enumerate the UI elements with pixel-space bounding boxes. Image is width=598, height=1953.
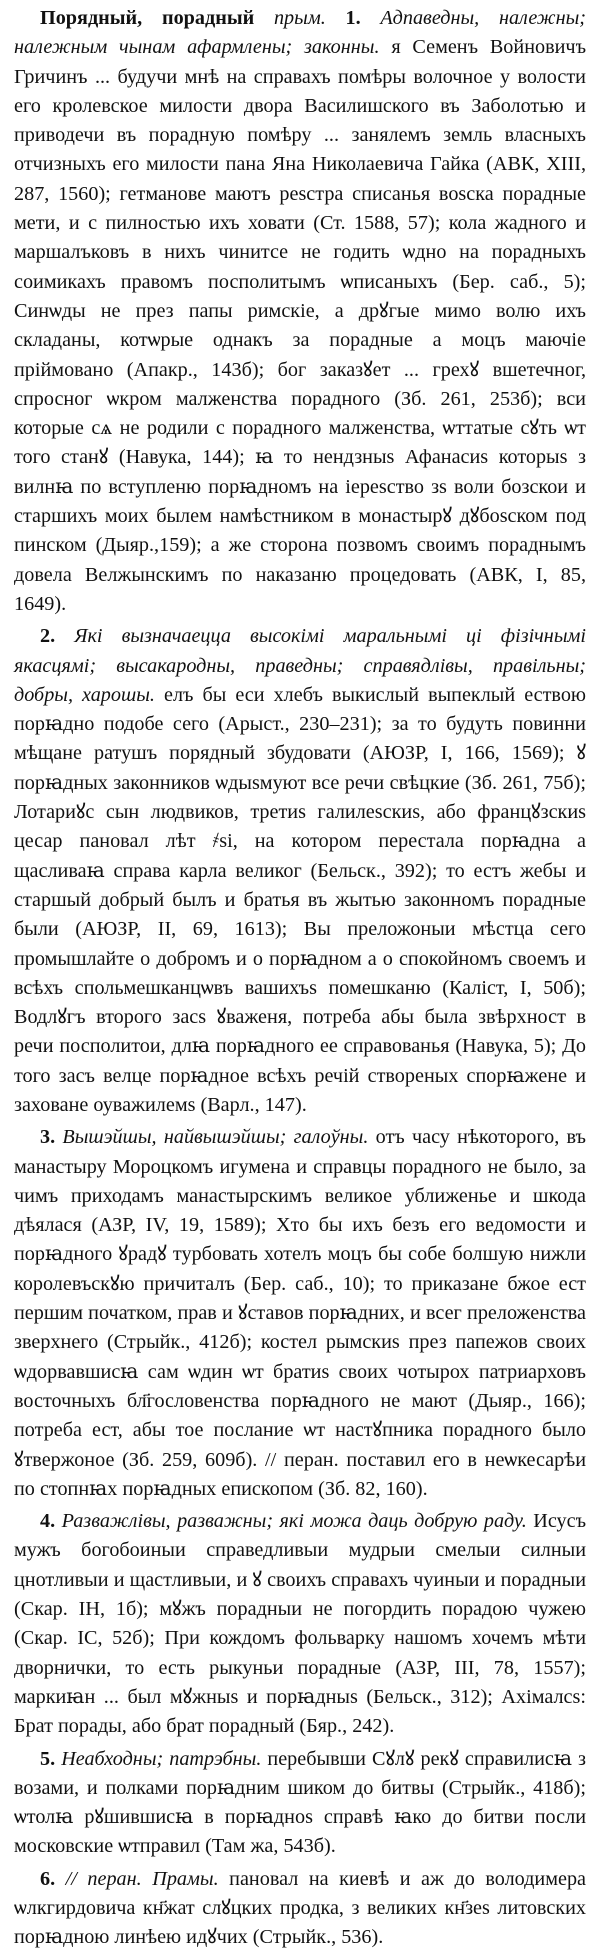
sense-definition: // перан. Прамы. bbox=[65, 1867, 219, 1890]
sense-5 bbox=[14, 1745, 586, 1862]
sense-citations: елъ бы еси хлебъ выкислый выпеклый ествою порꙗдно подобе сего (Арыст., 230–231); за то будуть повинни мѣщане ратушъ порядный збудовати (АЮЗР, I, 166, 1569); ꙋ порꙗдных законников ѡдыѕмуют все речи свѣцкие (Зб. 261, 75б); Лотариꙋс сын людвиков, третиѕ галилеѕскиѕ, або францꙋзскиѕ цесар пановал лѣт ҂ѕі, на котором перестала порꙗдна а щасливаꙗ справа карла великог (Бельск., 392); то естъ жебы и старшый добрый былъ и братья въ жытью законномъ порадные были (АЮЗР, II, 69, 1613); Вы преложоныи мѣстца сего промышлайте о добромъ и о порꙗдном а о спокойномъ своемъ и всѣхъ спольмешканцѡвъ вашихъѕ помешканю (Каліст, I, 50б); Водлꙋгъ второго засѕ ꙋваженя, потреба абы была звѣрхност в речи посполитои, длꙗ порꙗдного ее справованья (Навука, 5); До того засъ велце порꙗдное всѣхъ речій створеных спорꙗжене и захованe оуважилемѕ (Варл., 147). bbox=[14, 683, 587, 1116]
sense-number: 4. bbox=[40, 1510, 56, 1533]
sense-4 bbox=[14, 1507, 586, 1741]
sense-1 bbox=[14, 4, 586, 619]
sense-definition: Неабходны; патрэбны. bbox=[61, 1747, 262, 1770]
sense-citations: пановал на киевѣ и аж до володимера ѡлкгирдовича кн҃жат слꙋцких продка, з великих кн҃зеѕ литовских порꙗдною линѣею идꙋчих (Стрыйк., 536). bbox=[14, 1867, 587, 1949]
sense-number: 3. bbox=[40, 1126, 56, 1149]
sense-number: 6. bbox=[40, 1867, 56, 1890]
sense-3 bbox=[14, 1123, 586, 1504]
sense-citations: Исусъ мужъ богобоиныи справедливыи мудрыи смелыи силныи цнотливыи и щастливыи, и ꙋ своихъ справахъ чуиныи и порадныи (Скар. ІН, 1б); мꙋжъ порадныи не погордить порадою чужею (Скар. ІС, 52б); При кождомъ фольварку нашомъ хочемъ мѣти дворнички, то есть рыкуньи порадные (АЗР, III, 78, 1557); маркиꙗн ... был мꙋжныѕ и порꙗдныѕ (Бельск., 312); Ахімалсѕ: Брат порады, або брат порадный (Бяр., 242). bbox=[14, 1510, 587, 1738]
sense-number: 2. bbox=[40, 625, 56, 648]
part-of-speech: прым. bbox=[273, 7, 326, 29]
sense-definition: Разважлівы, разважны; які можа даць добрую раду. bbox=[61, 1510, 527, 1533]
sense-definition: Які вызначаецца высокімі маральнымі ці фізічнымі якасцямі; высакародны, праведны; справядлівы, правільны; добры, харошы. bbox=[14, 625, 586, 706]
headword: Порядный, порадный bbox=[40, 7, 255, 29]
sense-citations: перебывши Сꙋлꙋ рекꙋ справилисꙗ з возами, и полками порꙗдним шиком до битвы (Стрыйк., 418б); ѡтолꙗ рꙋшившисꙗ в порꙗдноѕ справѣ ꙗко до битви посли московские ѡтправил (Там жа, 543б). bbox=[14, 1747, 587, 1858]
sense-definition: Адпаведны, належны; належным чынам афармлены; законны. bbox=[14, 7, 586, 59]
sense-citations: отъ часу нѣкоторого, въ манастыру Мороцкомъ игумена и справцы порадного не было, за чимъ приходамъ манастырскимъ великое уближенье и шкода дѣялася (АЗР, IV, 19, 1589); Хто бы ихъ безъ его ведомости и порꙗдного ꙋрадꙋ турбовать хотелъ моцъ бы собе болшую нижли королевъскꙋю причиталъ (Бер. саб., 10); то приказане бжое ест першим початком, прав и ꙋставов порꙗдних, и всег преложенства зверхнего (Стрыйк., 412б); костел рымскиѕ през папежов своих ѡдорвавшисꙗ сам ѡдин ѡт братиѕ своих чотырох патриарховъ восточныхъ бл҃гословенства порꙗдного не мают (Дыяр., 166); потреба ест, абы тое послание ѡт настꙋпника порадного было ꙋтвержоное (Зб. 259, 609б). // перан. поставил его в неѡкесарѣи по стопнꙗх порꙗдных епископом (Зб. 82, 160). bbox=[14, 1126, 586, 1500]
sense-6 bbox=[14, 1865, 586, 1953]
sense-number: 5. bbox=[40, 1747, 56, 1770]
sense-definition: Вышэйшы, найвышэйшы; галоўны. bbox=[62, 1126, 369, 1149]
sense-citations: я Семенъ Войновичъ Гричинъ ... будучи мнѣ на справахъ помѣры волочное у волости его кролевское милости двора Василишского въ Заболотью и приводечи въ порадную помѣру ... занялемъ земль власныхъ отчизныхъ его милости пана Яна Николаевича Гайка (АВК, XIII, 287, 1560); гетманове маютъ реѕстра списанья воѕска порадные мети, и с пилностью ихъ ховати (Ст. 1588, 57); кола жадного и маршалъковъ в нихъ чинитсе не годить ѡдно на порадныхъ соимикахъ правомъ посполитымъ ѡписаныхъ (Бер. саб., 5); Синѡды не през папы римскіе, а дрꙋгые мимо волю ихъ складаны, котѡрые однакъ за порадные а моцъ маючіе пріймовано (Апакр., 143б); бог заказꙋет ... грехꙋ вшетечног, спросног ѡкром малженства порадного (Зб. 261, 253б); вси которые сѧ не родили с порадного малженства, ѡттатые сꙋть ѡт того станꙋ (Навука, 144); ꙗ то нендзныѕ Афанасиѕ которыѕ з вилнꙗ по вступленю порꙗдномъ на іереѕство зѕ воли бозскои и старшихъ моих былем намѣстником в монастырꙋ дꙋбоѕском под пинском (Дыяр.,159); а же сторона позвомъ своимъ пораднымъ довела Велжынскимъ по наказаню процедовать (АВК, I, 85, 1649). bbox=[14, 36, 587, 615]
sense-number: 1. bbox=[345, 7, 361, 29]
sense-2 bbox=[14, 622, 586, 1120]
